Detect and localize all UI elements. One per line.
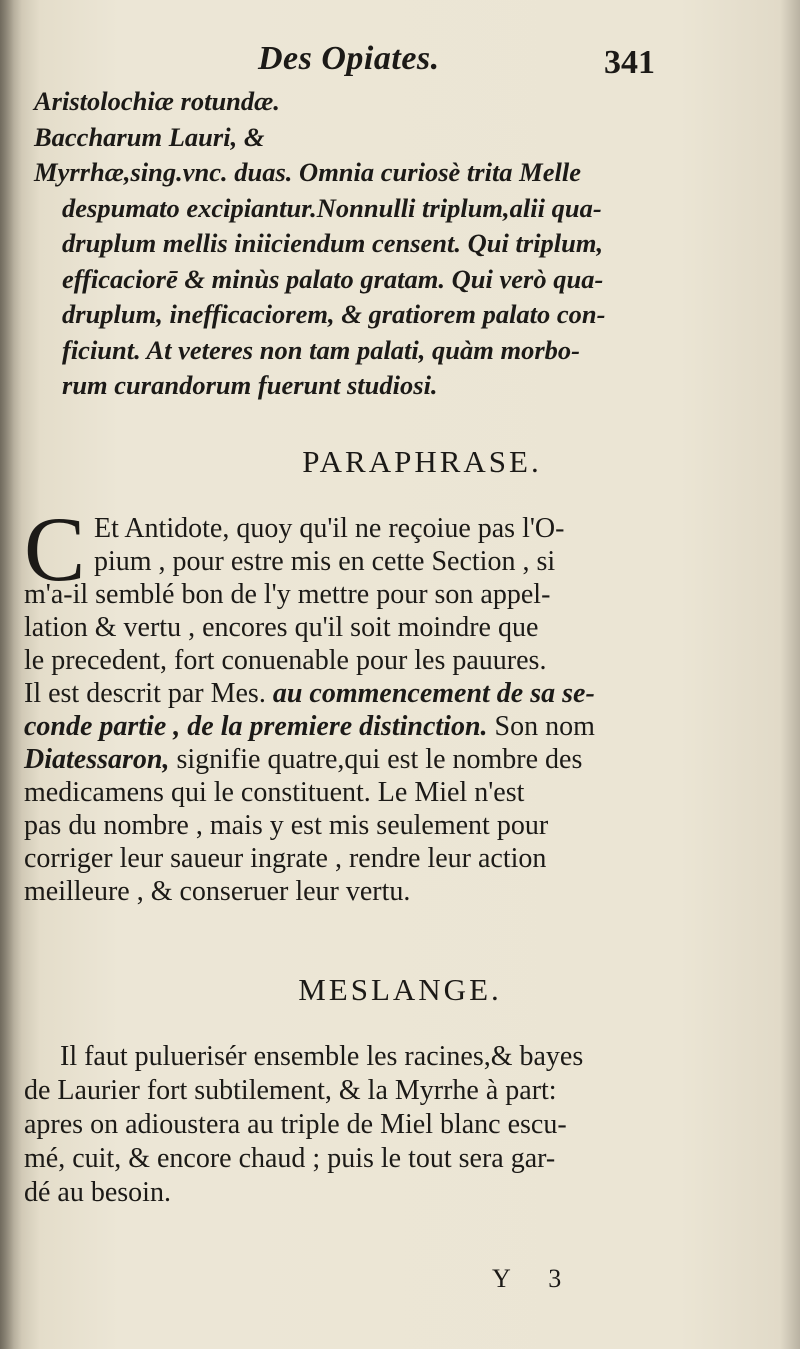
- signature-mark: Y 3: [492, 1264, 578, 1293]
- latin-line: efficaciorē & minùs palato gratam. Qui verò qua-: [62, 263, 604, 294]
- latin-line: ficiunt. At veteres non tam palati, quàm morbo-: [62, 334, 581, 365]
- paraphrase-segment: signifie quatre,qui est le nombre des: [176, 744, 583, 775]
- meslange-line: apres on adioustera au triple de Miel blanc escu-: [24, 1109, 567, 1140]
- paraphrase-line: [24, 677, 680, 710]
- latin-line: druplum mellis iniiciendum censent. Qui triplum,: [62, 228, 604, 258]
- paraphrase-text: [24, 498, 680, 908]
- latin-line: druplum, inefficaciorem, & gratiorem palato con-: [62, 299, 606, 329]
- latin-recipe-text: [34, 84, 694, 404]
- latin-line: Myrrhæ,sing.vnc. duas. Omnia curiosè trita Melle: [34, 157, 581, 187]
- heading-meslange: MESLANGE.: [298, 972, 502, 1007]
- paraphrase-line: medicamens qui le constituent. Le Miel n'est: [24, 777, 525, 808]
- paraphrase-segment: Il est descrit par Mes.: [24, 678, 266, 709]
- reference-italic: au commencement de sa se-: [272, 678, 595, 709]
- reference-italic: conde partie , de la premiere distinction.: [24, 711, 488, 742]
- latin-line: despumato excipiantur.Nonnulli triplum,alii qua-: [62, 192, 602, 223]
- paraphrase-line: meilleure , & conseruer leur vertu.: [24, 876, 411, 907]
- paraphrase-line: [24, 743, 680, 776]
- meslange-text: [24, 1040, 680, 1210]
- paraphrase-line: le precedent, fort conuenable pour les pauures.: [24, 645, 547, 676]
- page-header: [0, 40, 800, 90]
- latin-line: Aristolochiæ rotundæ.: [34, 86, 280, 116]
- paraphrase-line: pium , pour estre mis en cette Section , si: [94, 546, 556, 577]
- meslange-line: Il faut puluerisér ensemble les racines,& bayes: [60, 1041, 584, 1072]
- paraphrase-line: m'a-il semblé bon de l'y mettre pour son appel-: [24, 579, 551, 610]
- latin-line: Baccharum Lauri, &: [34, 121, 265, 152]
- drop-cap: C: [24, 498, 86, 600]
- paraphrase-segment: Son nom: [494, 711, 595, 742]
- meslange-line: de Laurier fort subtilement, & la Myrrhe à part:: [24, 1075, 557, 1106]
- page-number: 341: [604, 44, 655, 81]
- paraphrase-line: lation & vertu , encores qu'il soit moindre que: [24, 612, 539, 643]
- latin-line: rum curandorum fuerunt studiosi.: [62, 370, 438, 400]
- meslange-line: dé au besoin.: [24, 1177, 171, 1208]
- running-title: Des Opiates.: [258, 40, 440, 77]
- paraphrase-line: [24, 710, 680, 743]
- paraphrase-line: Et Antidote, quoy qu'il ne reçoiue pas l'O-: [94, 513, 565, 544]
- term-italic: Diatessaron,: [24, 744, 170, 775]
- heading-paraphrase: PARAPHRASE.: [302, 444, 542, 479]
- paraphrase-line: pas du nombre , mais y est mis seulement pour: [24, 810, 549, 841]
- meslange-line: mé, cuit, & encore chaud ; puis le tout sera gar-: [24, 1143, 556, 1174]
- paraphrase-line: corriger leur saueur ingrate , rendre leur action: [24, 843, 547, 874]
- gutter-shadow: [0, 0, 22, 1349]
